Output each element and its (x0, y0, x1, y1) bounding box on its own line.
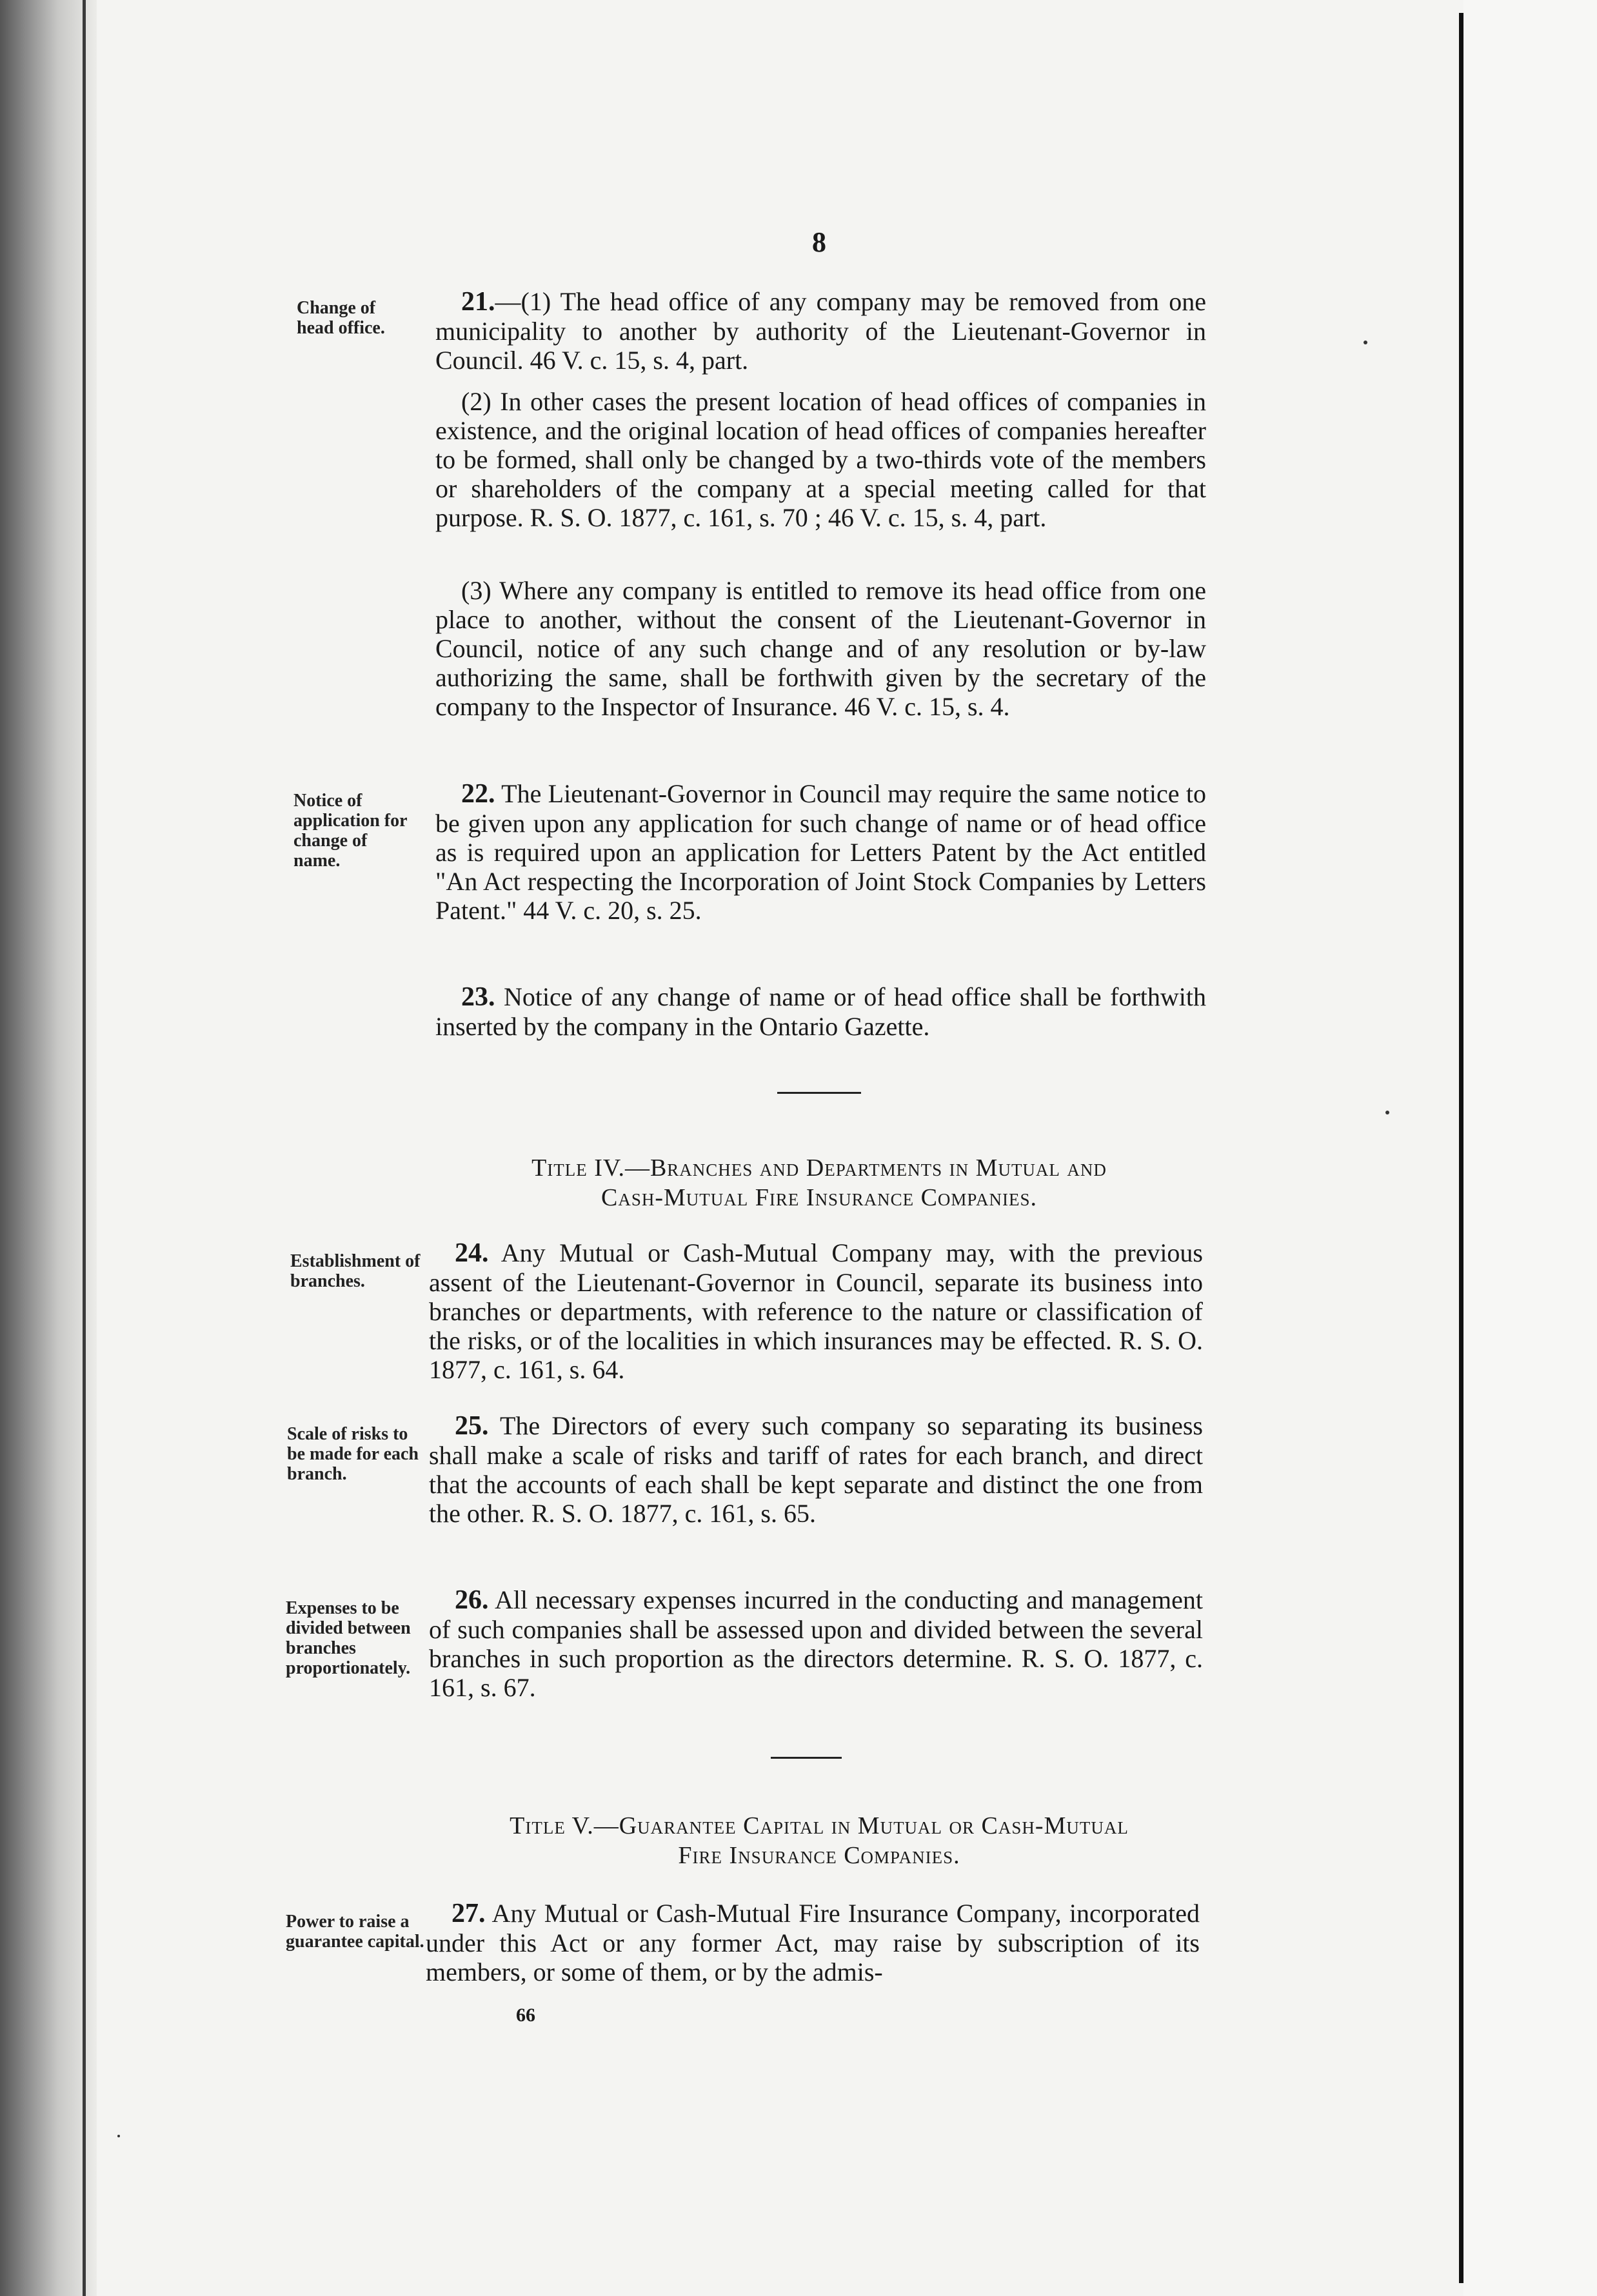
margin-note-power-to-raise: Power to raise a guarantee capital. (286, 1912, 424, 1952)
section-24 (429, 1238, 1203, 1384)
section-text: (3) Where any company is entitled to remove its head office from one place to another, without the consent of the Lieutenant-Governor in Council, notice of any such change and of any resolution or by-law authorizing the same, shall be forthwith given by the secretary of the company to the Inspector of Insurance. 46 V. c. 15, s. 4. (435, 576, 1206, 721)
section-number: 23. (461, 982, 495, 1012)
section-text: The Directors of every such company so separating its business shall make a scale of risks and tariff of rates for each branch, and direct that the accounts of each shall be kept separate and distinct the one from the other. R. S. O. 1877, c. 161, s. 65. (429, 1411, 1203, 1528)
section-25 (429, 1411, 1203, 1528)
section-23 (435, 982, 1206, 1041)
section-21-para-1 (435, 287, 1206, 375)
section-text: Notice of any change of name or of head office shall be forthwith inserted by the company in the Ontario Gazette. (435, 982, 1206, 1041)
title-iv-line-2: Cash-Mutual Fire Insurance Companies. (601, 1184, 1037, 1211)
section-21-para-2 (435, 387, 1206, 532)
section-divider (777, 1092, 861, 1094)
margin-note-expenses: Expenses to be divided between branches proportionately. (286, 1598, 411, 1678)
section-text: (2) In other cases the present location of head offices of companies in existence, and the original location of head offices of companies hereafter to be formed, shall only be changed by a two-thirds vote of the members or shareholders of the company at a special meeting called for that purpose. R. S. O. 1877, c. 161, s. 70 ; 46 V. c. 15, s. 4, part. (435, 387, 1206, 532)
speck (117, 2135, 120, 2137)
section-text: —(1) The head office of any company may be removed from one municipality to another by authority of the Lieutenant-Governor in Council. 46 V. c. 15, s. 4, part. (435, 287, 1206, 375)
scan-right-margin (1463, 0, 1597, 2296)
section-number: 24. (455, 1238, 489, 1268)
section-text: The Lieutenant-Governor in Council may require the same notice to be given upon any application for such change of name or of head office as is required upon an application for Letters Patent by the Act entitled "An Act respecting the Incorporation of Joint Stock Companies by Letters Patent." 44 V. c. 20, s. 25. (435, 779, 1206, 925)
section-text: Any Mutual or Cash-Mutual Company may, with the previous assent of the Lieutenant-Governor in Council, separate its business into branches or departments, with reference to the nature or classification of the risks, or of the localities in which insurances may be effected. R. S. O. 1877, c. 161, s. 64. (429, 1238, 1203, 1384)
title-v-heading (387, 1811, 1251, 1870)
section-27 (426, 1899, 1200, 1986)
section-text: Any Mutual or Cash-Mutual Fire Insurance Company, incorporated under this Act or any former Act, may raise by subscription of its members, or some of them, or by the admis- (426, 1899, 1200, 1986)
title-iv-line-1: Title IV.—Branches and Departments in Mutual and (531, 1154, 1107, 1182)
section-number: 22. (461, 779, 495, 809)
section-number: 25. (455, 1411, 489, 1441)
speck (1385, 1111, 1389, 1114)
footer-number: 66 (516, 2004, 535, 2026)
title-v-line-2: Fire Insurance Companies. (678, 1842, 960, 1869)
section-number: 26. (455, 1585, 489, 1615)
section-divider (771, 1757, 842, 1759)
margin-note-establishment: Establishment of branches. (290, 1251, 421, 1291)
section-22 (435, 779, 1206, 925)
title-v-line-1: Title V.—Guarantee Capital in Mutual or Cash-Mutual (510, 1812, 1129, 1839)
section-26 (429, 1585, 1203, 1702)
scan-left-binding-line (83, 0, 86, 2296)
title-iv-heading (387, 1153, 1251, 1212)
speck (1364, 341, 1367, 344)
section-21-para-3 (435, 576, 1206, 721)
section-number: 21. (461, 287, 495, 317)
section-text: All necessary expenses incurred in the conducting and management of such companies shall be assessed upon and divided between the several branches in such proportion as the directors determine. R. S. O. 1877, c. 161, s. 67. (429, 1585, 1203, 1702)
margin-note-scale-of-risks: Scale of risks to be made for each branch. (287, 1424, 419, 1484)
margin-note-notice-of-application: Notice of application for change of name. (293, 791, 408, 871)
section-number: 27. (451, 1899, 486, 1928)
scan-right-page-edge (1459, 13, 1463, 2283)
margin-note-change-of-head-office: Change of head office. (297, 298, 385, 338)
page-number: 8 (812, 226, 826, 258)
